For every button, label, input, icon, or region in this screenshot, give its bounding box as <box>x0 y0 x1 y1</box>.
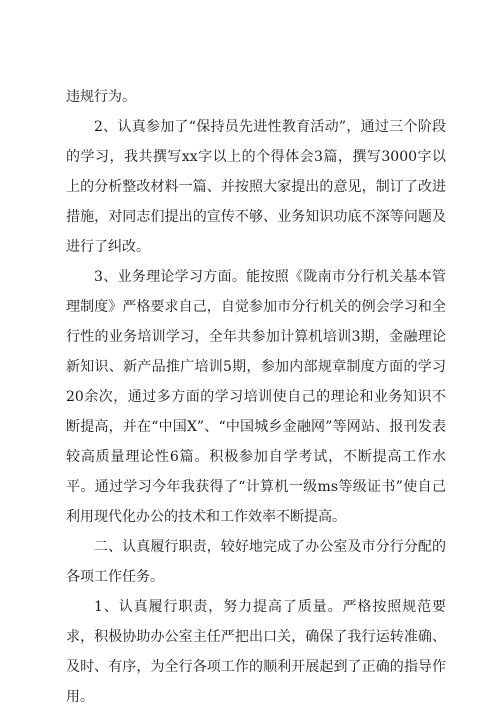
section-heading-duties: 二、认真履行职责，较好地完成了办公室及市分行分配的各项工作任务。 <box>66 539 446 585</box>
paragraph-business-theory-study: 3、业务理论学习方面。能按照《陇南市分行机关基本管理制度》严格要求自己，自觉参加市分行机关的例会学习和全行性的业务培训学习，全年共参加计算机培训3期，金融理论新知识、新产品推广培训5期，参加内部规章制度方面的学习20余次，通过多方面的学习培训使自己的理论和业务知识不断提高，并在“中国X”、“中国城乡金融网”等网站、报刊发表较高质量理论性6篇。积极参加自学考试，不断提高工作水平。通过学习今年我获得了“计算机一级ms等级证书”使自己利用现代化办公的技术和工作效率不断提高。 <box>66 269 446 525</box>
paragraph-education-activity: 2、认真参加了“保持员先进性教育活动”，通过三个阶段的学习，我共撰写xx字以上的个得体会3篇，撰写3000字以上的分析整改材料一篇、并按照大家提出的意见，制订了改进措施，对同志们提出的宣传不够、业务知识功底不深等问题及进行了纠改。 <box>66 119 446 255</box>
paragraph-fulfill-duties: 1、认真履行职责，努力提高了质量。严格按照规范要求，积极协助办公室主任严把出口关，确保了我行运转准确、及时、有序，为全行各项工作的顺利开展起到了正确的指导作用。 <box>66 599 446 705</box>
document-body <box>66 82 446 712</box>
paragraph-continuation: 违规行为。 <box>66 89 136 105</box>
